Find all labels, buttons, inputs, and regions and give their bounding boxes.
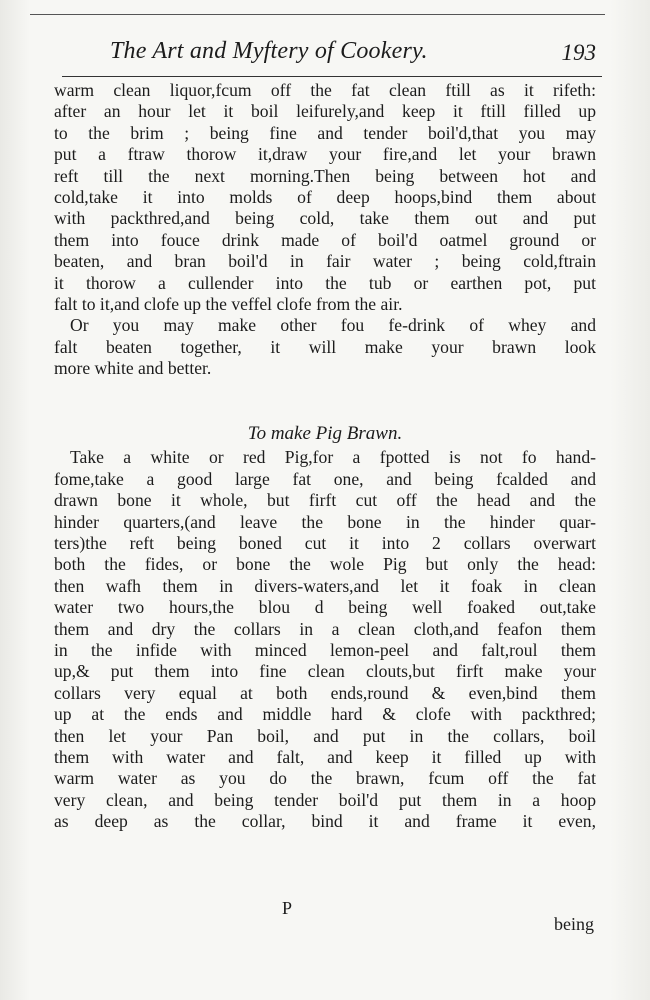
text-line: in the infide with minced lemon-peel and falt,roul them [54, 639, 596, 660]
text-line: fome,take a good large fat one, and being fcalded and [54, 468, 596, 489]
text-line: reft till the next morning.Then being between hot and [54, 165, 596, 186]
text-line: warm clean liquor,fcum off the fat clean ftill as it rifeth: [54, 80, 596, 100]
text-line: up,& put them into fine clean clouts,but firft make your [54, 661, 596, 682]
page-header [40, 36, 600, 76]
page-number: 193 [561, 40, 596, 65]
text-line: falt to it,and clofe up the veffel clofe from the air. [54, 293, 403, 314]
text-line: warm water as you do the brawn, fcum off the fat [54, 768, 596, 789]
text-line: with packthred,and being cold, take them out and put [54, 208, 596, 229]
running-title: The Art and Myftery of Cookery. [110, 38, 428, 64]
recipe-text [54, 447, 596, 832]
text-line: to the brim ; being fine and tender boil'd,that you may [54, 122, 596, 143]
header-rule [62, 76, 602, 77]
page-footer [54, 898, 596, 934]
text-line: cold,take it into molds of deep hoops,bind them about [54, 186, 596, 207]
text-line: as deep as the collar, bind it and frame it even, [54, 811, 596, 832]
text-line: them with water and falt, and keep it filled up with [54, 746, 596, 767]
text-line: up at the ends and middle hard & clofe with packthred; [54, 704, 596, 725]
text-line: both the fides, or bone the wole Pig but only the head: [54, 554, 596, 575]
text-line: Or you may make other fou fe-drink of whey and [70, 315, 596, 336]
recipe-heading: To make Pig Brawn. [247, 423, 403, 445]
page-body [54, 80, 596, 833]
text-line: hinder quarters,(and leave the bone in the hinder quar- [54, 511, 596, 532]
text-line: water two hours,the blou d being well foaked out,take [54, 597, 596, 618]
recipe-continuation [54, 80, 596, 379]
signature-mark: P [282, 898, 293, 918]
text-line: then let your Pan boil, and put in the collars, boil [54, 725, 596, 746]
text-line: them and dry the collars in a clean cloth,and feafon them [54, 618, 596, 639]
text-line: drawn bone it whole, but firft cut off the head and the [54, 490, 596, 511]
text-line: put a ftraw thorow it,draw your fire,and let your brawn [54, 144, 596, 165]
text-line: after an hour let it boil leifurely,and keep it ftill filled up [54, 101, 596, 122]
text-line: more white and better. [54, 358, 212, 379]
text-line: beaten, and bran boil'd in fair water ; being cold,ftrain [54, 251, 596, 272]
text-line: very clean, and being tender boil'd put them in a hoop [54, 789, 596, 810]
section-gap [54, 379, 596, 421]
text-line: collars very equal at both ends,round & even,bind them [54, 682, 596, 703]
text-line: ters)the reft being boned cut it into 2 collars overwart [54, 533, 596, 554]
top-edge-rule [30, 14, 605, 15]
catchword: being [554, 914, 594, 934]
text-line: it thorow a cullender into the tub or earthen pot, put [54, 272, 596, 293]
text-line: them into fouce drink made of boil'd oatmel ground or [54, 229, 596, 250]
text-line: falt beaten together, it will make your brawn look [54, 336, 596, 357]
text-line: then wafh them in divers-waters,and let it foak in clean [54, 575, 596, 596]
text-line: Take a white or red Pig,for a fpotted is not fo hand- [70, 447, 596, 468]
